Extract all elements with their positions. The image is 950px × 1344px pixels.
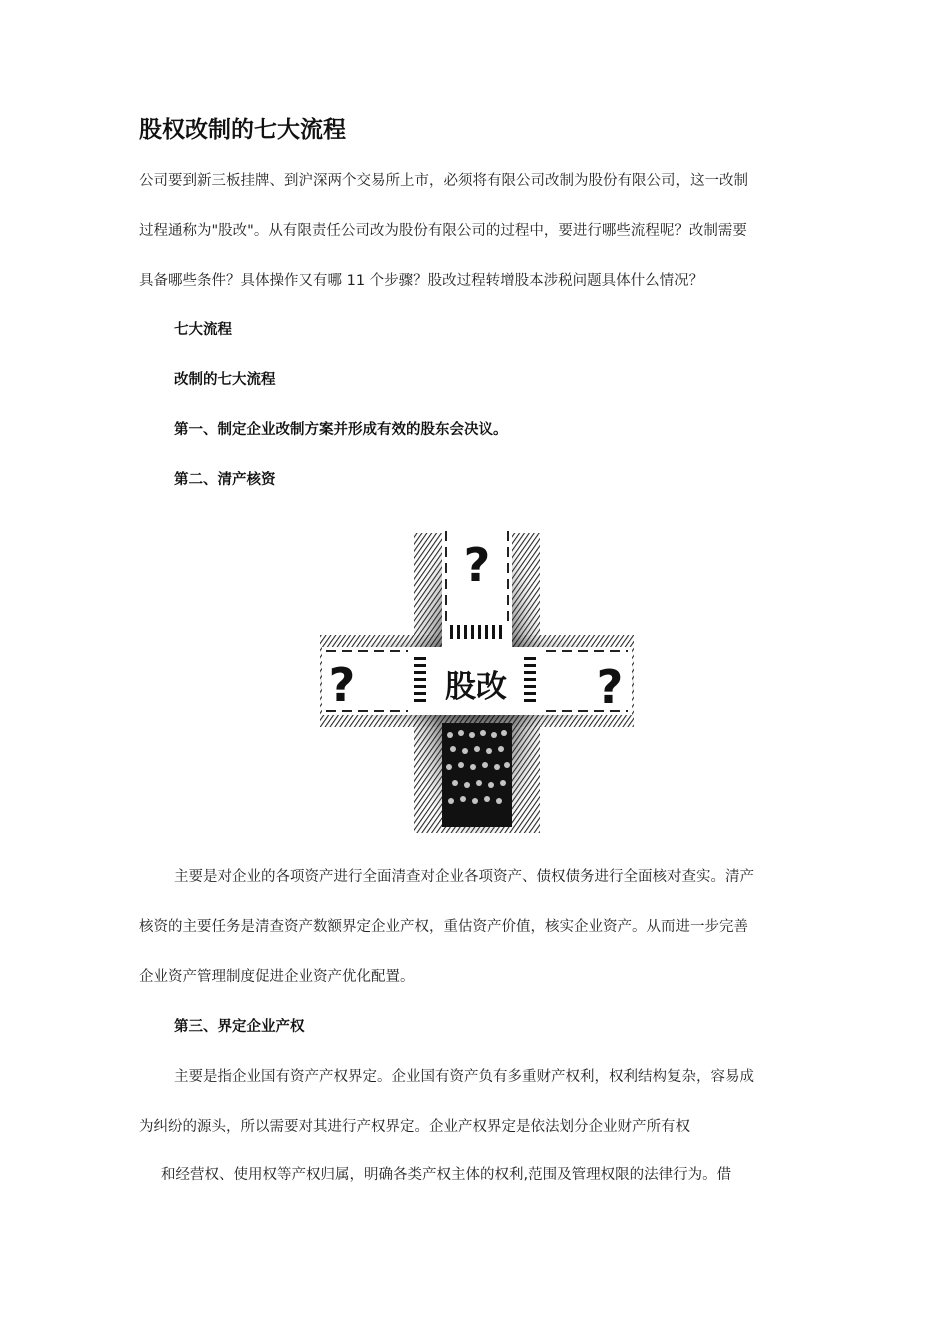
intro-line-3: 具备哪些条件？具体操作又有哪 11 个步骤？股改过程转增股本涉税问题具体什么情况？ bbox=[139, 273, 704, 289]
step-2-body-line-1: 主要是对企业的各项资产进行全面清查对企业各项资产、债权债务进行全面核对查实。清产 bbox=[174, 869, 754, 885]
heading-reform-seven-processes: 改制的七大流程 bbox=[174, 372, 276, 388]
heading-seven-processes: 七大流程 bbox=[174, 322, 232, 338]
step-1-heading: 第一、制定企业改制方案并形成有效的股东会决议。 bbox=[174, 422, 508, 438]
step-3-body-line-2: 为纠纷的源头，所以需要对其进行产权界定。企业产权界定是依法划分企业财产所有权 bbox=[139, 1119, 690, 1135]
document-title: 股权改制的七大流程 bbox=[139, 117, 346, 143]
step-2-heading: 第二、清产核资 bbox=[174, 472, 276, 488]
share-reform-crossroads-illustration bbox=[318, 527, 636, 833]
step-3-body-line-1: 主要是指企业国有资产产权界定。企业国有资产负有多重财产权利，权利结构复杂，容易成 bbox=[174, 1069, 754, 1085]
step-2-body-line-2: 核资的主要任务是清查资产数额界定企业产权，重估资产价值，核实企业资产。从而进一步完善 bbox=[139, 919, 748, 935]
question-mark-left: ? bbox=[328, 658, 356, 712]
step-2-body-line-3: 企业资产管理制度促进企业资产优化配置。 bbox=[139, 969, 415, 985]
center-label-share-reform: 股改 bbox=[445, 669, 507, 705]
crowd-of-people bbox=[442, 723, 512, 827]
question-mark-right: ? bbox=[596, 660, 624, 714]
intro-line-1: 公司要到新三板挂牌、到沪深两个交易所上市，必须将有限公司改制为股份有限公司，这一改制 bbox=[139, 173, 748, 189]
step-3-body-line-3: 和经营权、使用权等产权归属，明确各类产权主体的权利,范围及管理权限的法律行为。借 bbox=[161, 1167, 732, 1183]
intro-line-2: 过程通称为"股改"。从有限责任公司改为股份有限公司的过程中，要进行哪些流程呢？改制需要 bbox=[139, 223, 747, 239]
step-3-heading: 第三、界定企业产权 bbox=[174, 1019, 305, 1035]
question-mark-top: ? bbox=[463, 538, 491, 592]
